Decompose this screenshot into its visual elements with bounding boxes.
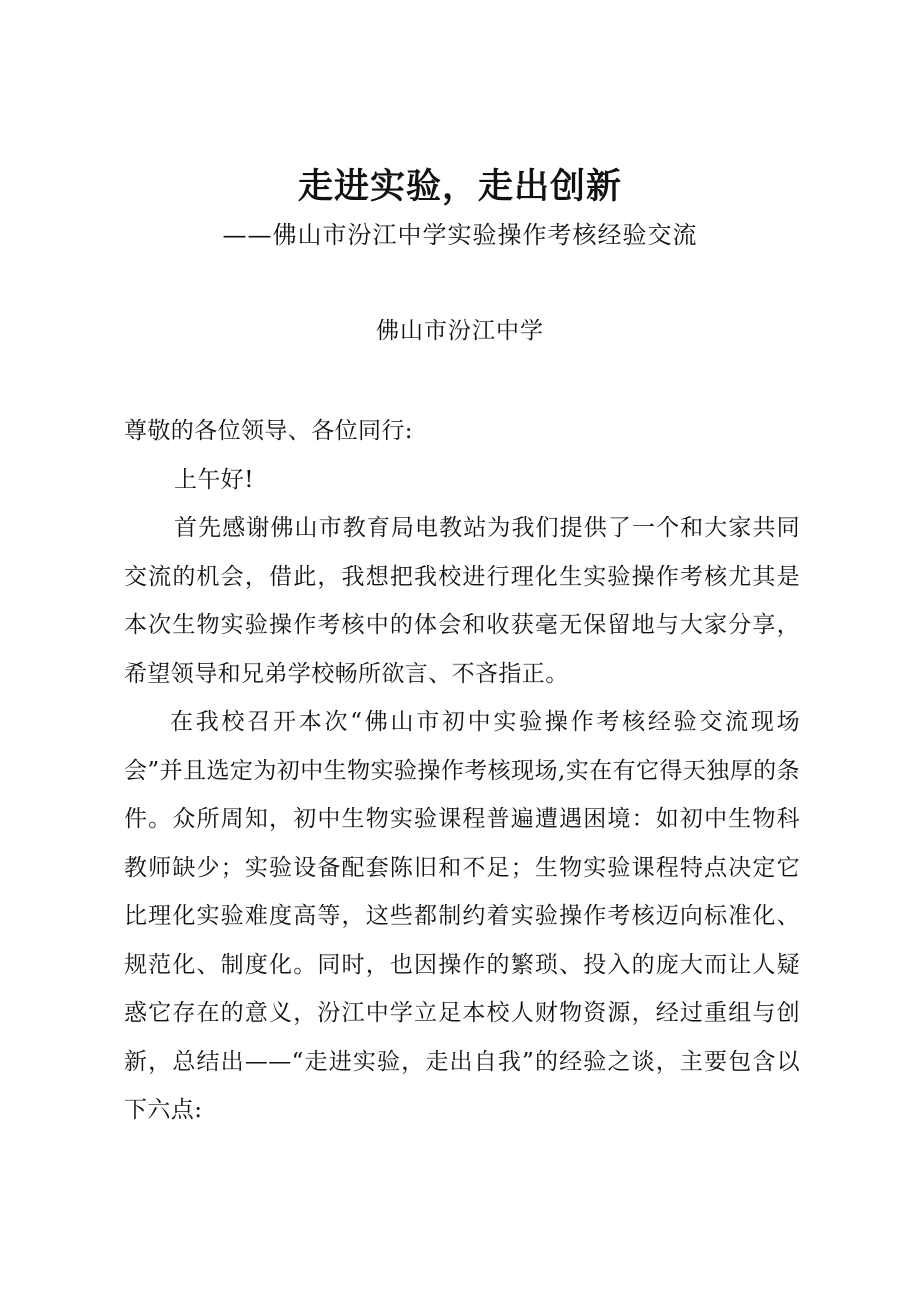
document-body — [124, 407, 800, 1135]
document-subtitle: ——佛山市汾江中学实验操作考核经验交流 — [222, 221, 698, 249]
salutation: 尊敬的各位领导、各位同行: — [124, 418, 413, 444]
paragraph: 首先感谢佛山市教育局电教站为我们提供了一个和大家共同交流的机会，借此，我想把我校进行理化生实验操作考核尤其是本次生物实验操作考核中的体会和收获毫无保留地与大家分享，希望领导和兄弟学校畅所欲言、不吝指正。 — [124, 515, 800, 687]
greeting: 上午好! — [174, 466, 254, 493]
paragraph: 在我校召开本次“佛山市初中实验操作考核经验交流现场会”并且选定为初中生物实验操作考核现场,实在有它得天独厚的条件。众所周知，初中生物实验课程普遍遭遇困境：如初中生物科教师缺少；实验设备配套陈旧和不足；生物实验课程特点决定它比理化实验难度高等，这些都制约着实验操作考核迈向标准化、规范化、制度化。同时，也因操作的繁琐、投入的庞大而让人疑惑它存在的意义，汾江中学立足本校人财物资源，经过重组与创新，总结出——“走进实验，走出自我”的经验之谈，主要包含以下六点: — [124, 709, 800, 1123]
document-author: 佛山市汾江中学 — [376, 318, 544, 344]
document-title: 走进实验，走出创新 — [297, 166, 622, 207]
